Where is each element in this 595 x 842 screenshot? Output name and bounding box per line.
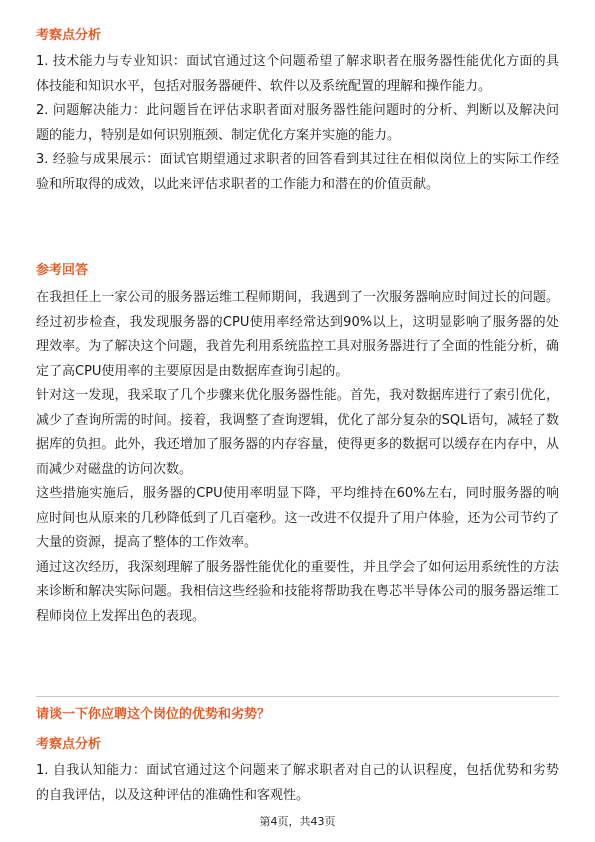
question-title: 请谈一下你应聘这个岗位的优势和劣势？	[36, 707, 271, 722]
analysis-list-1	[36, 50, 559, 197]
reference-answer-body	[36, 286, 559, 629]
section-title-reference: 参考回答	[36, 263, 89, 278]
section-divider	[36, 696, 559, 697]
analysis-item-1: 1. 技术能力与专业知识：面试官通过这个问题希望了解求职者在服务器性能优化方面的具体技能和知识水平，包括对服务器硬件、软件以及系统配置的理解和操作能力。	[36, 54, 559, 94]
section-analysis-1	[36, 27, 559, 45]
page-number-footer: 第4页，共43页	[259, 815, 336, 828]
analysis-item-2: 2. 问题解决能力：此问题旨在评估求职者面对服务器性能问题时的分析、判断以及解决问题的能力，特别是如何识别瓶颈、制定优化方案并实施的能力。	[36, 103, 559, 143]
answer-paragraph-2: 针对这一发现，我采取了几个步骤来优化服务器性能。首先，我对数据库进行了索引优化，减少了查询所需的时间。接着，我调整了查询逻辑，优化了部分复杂的SQL语句，减轻了数据库的负担。此外，我还增加了服务器的内存容量，使得更多的数据可以缓存在内存中，从而减少对磁盘的访问次数。	[36, 388, 559, 477]
analysis-item-3: 3. 经验与成果展示：面试官期望通过求职者的回答看到其过往在相似岗位上的实际工作经验和所取得的成效，以此来评估求职者的工作能力和潜在的价值贡献。	[36, 152, 559, 192]
question-heading	[36, 706, 559, 724]
answer-paragraph-1: 在我担任上一家公司的服务器运维工程师期间，我遇到了一次服务器响应时间过长的问题。经过初步检查，我发现服务器的CPU使用率经常达到90%以上，这明显影响了服务器的处理效率。为了解决这个问题，我首先利用系统监控工具对服务器进行了全面的性能分析，确定了高CPU使用率的主要原因是由数据库查询引起的。	[36, 290, 559, 379]
analysis-item-self-awareness: 1. 自我认知能力：面试官通过这个问题来了解求职者对自己的认识程度，包括优势和劣势的自我评估，以及这种评估的准确性和客观性。	[36, 763, 559, 803]
section-title-analysis-2: 考察点分析	[36, 737, 102, 752]
section-reference-answer	[36, 262, 559, 280]
answer-paragraph-4: 通过这次经历，我深刻理解了服务器性能优化的重要性，并且学会了如何运用系统性的方法来诊断和解决实际问题。我相信这些经验和技能将帮助我在粤芯半导体公司的服务器运维工程师岗位上发挥出色的表现。	[36, 559, 559, 624]
section-analysis-2	[36, 736, 559, 754]
answer-paragraph-3: 这些措施实施后，服务器的CPU使用率明显下降，平均维持在60%左右，同时服务器的响应时间也从原来的几秒降低到了几百毫秒。这一改进不仅提升了用户体验，还为公司节约了大量的资源，提高了整体的工作效率。	[36, 486, 559, 550]
analysis-list-2	[36, 759, 559, 808]
section-title-analysis: 考察点分析	[36, 28, 102, 43]
